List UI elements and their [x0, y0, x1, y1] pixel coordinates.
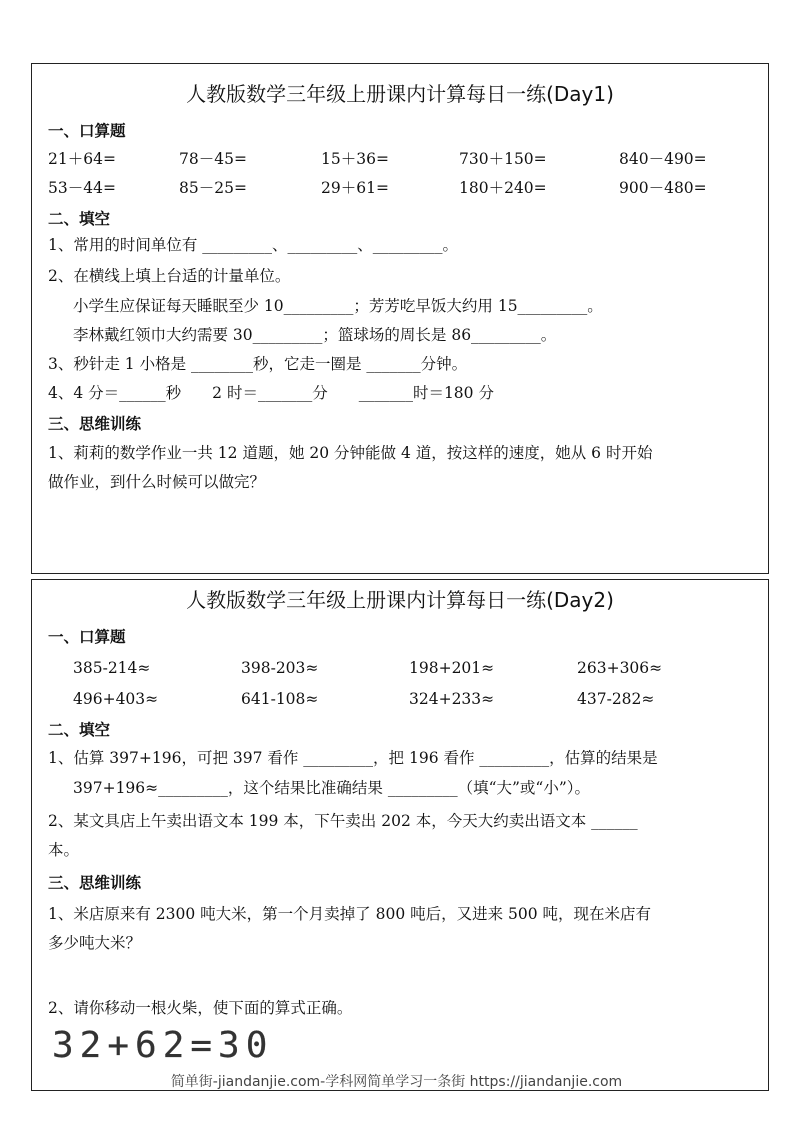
problem: 78－45= — [179, 150, 247, 168]
day1-title: 人教版数学三年级上册课内计算每日一练(Day1) — [186, 82, 614, 106]
fill-question: 李林戴红领巾大约需要 30_________；篮球场的周长是 86_________。 — [73, 326, 557, 344]
day2-section-fill: 二、填空 — [48, 721, 111, 739]
day2-section-thinking: 三、思维训练 — [48, 874, 142, 892]
problem: 641-108≈ — [241, 690, 319, 708]
problem: 900－480= — [619, 179, 707, 197]
problem: 398-203≈ — [241, 659, 319, 677]
matchstick-equation: 32+62=30 — [52, 1025, 274, 1066]
fill-question: 1、估算 397+196，可把 397 看作 _________，把 196 看作 _________，估算的结果是 — [48, 749, 658, 767]
fill-question: 397+196≈_________，这个结果比准确结果 _________（填“大”或“小”）。 — [73, 779, 591, 797]
fill-question: 3、秒针走 1 小格是 ________秒，它走一圈是 _______分钟。 — [48, 355, 468, 373]
problem: 385-214≈ — [73, 659, 151, 677]
day1-section-fill: 二、填空 — [48, 210, 111, 228]
footer-watermark: 简单街-jiandanjie.com-学科网简单学习一条街 https://jiandanjie.com — [170, 1074, 623, 1090]
problem: 15＋36= — [321, 150, 389, 168]
problem: 437-282≈ — [577, 690, 655, 708]
problem: 263+306≈ — [577, 659, 663, 677]
problem: 85－25= — [179, 179, 247, 197]
word-problem: 多少吨大米？ — [48, 934, 142, 952]
day1-section-oral: 一、口算题 — [48, 122, 126, 140]
problem: 21＋64= — [48, 150, 116, 168]
problem: 198+201≈ — [409, 659, 495, 677]
problem: 496+403≈ — [73, 690, 159, 708]
day2-section-oral: 一、口算题 — [48, 628, 126, 646]
day1-section-thinking: 三、思维训练 — [48, 415, 142, 433]
fill-question: 小学生应保证每天睡眠至少 10_________；芳芳吃早饭大约用 15_________。 — [73, 297, 603, 315]
fill-question: 4、4 分＝______秒 2 时＝_______分 _______时＝180 分 — [48, 384, 494, 402]
day1-box — [31, 63, 769, 574]
fill-question: 1、常用的时间单位有 _________、_________、_________。 — [48, 236, 459, 254]
fill-question: 2、某文具店上午卖出语文本 199 本，下午卖出 202 本，今天大约卖出语文本 ______ — [48, 812, 638, 830]
word-problem: 1、米店原来有 2300 吨大米，第一个月卖掉了 800 吨后，又进来 500 吨，现在米店有 — [48, 905, 652, 923]
problem: 324+233≈ — [409, 690, 495, 708]
problem: 53－44= — [48, 179, 116, 197]
day2-box — [31, 579, 769, 1091]
fill-question: 2、在横线上填上台适的计量单位。 — [48, 267, 291, 285]
problem: 730＋150= — [459, 150, 547, 168]
word-problem: 做作业，到什么时候可以做完？ — [48, 473, 266, 491]
fill-question: 本。 — [48, 841, 80, 859]
day2-title: 人教版数学三年级上册课内计算每日一练(Day2) — [186, 588, 614, 612]
problem: 840－490= — [619, 150, 707, 168]
problem: 180＋240= — [459, 179, 547, 197]
word-problem: 1、莉莉的数学作业一共 12 道题，她 20 分钟能做 4 道，按这样的速度，她从 6 时开始 — [48, 444, 653, 462]
problem: 29＋61= — [321, 179, 389, 197]
word-problem: 2、请你移动一根火柴，使下面的算式正确。 — [48, 999, 353, 1017]
